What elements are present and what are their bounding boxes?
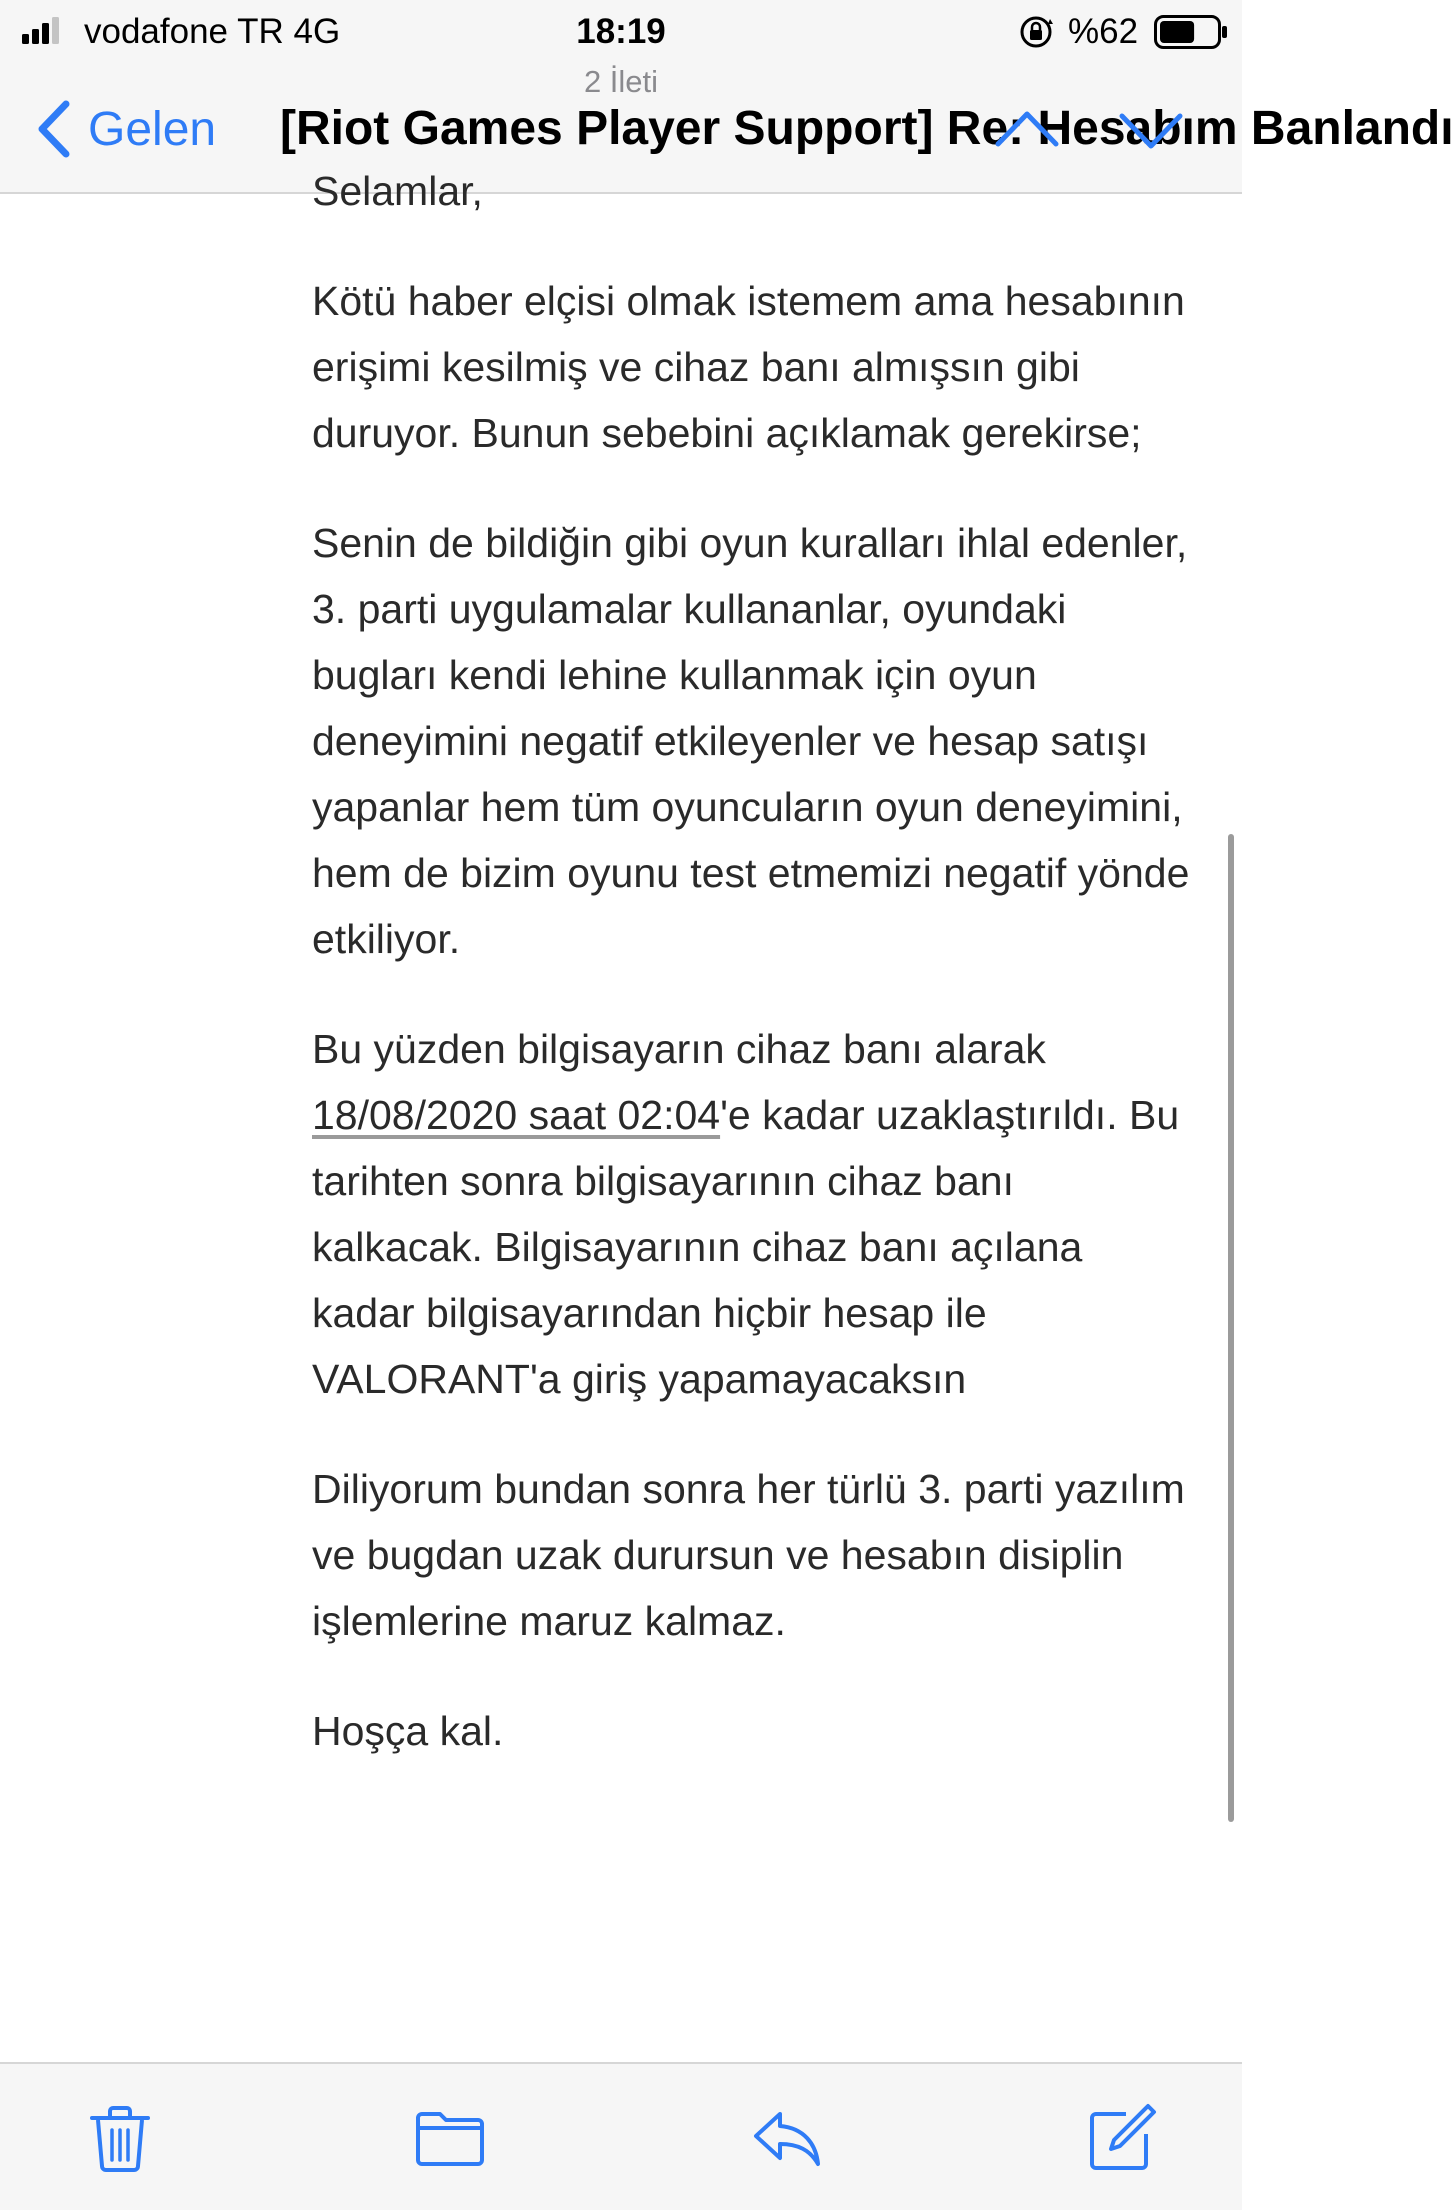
body-paragraph: Kötü haber elçisi olmak istemem ama hesabının erişimi kesilmiş ve cihaz banı almışsın gibi duruyor. Bunun sebebini açıklamak gerekirse;	[312, 278, 1185, 456]
message-count-label: 2 İleti	[583, 64, 659, 99]
reply-button[interactable]	[750, 2102, 822, 2174]
ban-end-date-link[interactable]: 18/08/2020 saat 02:04	[312, 1092, 721, 1138]
next-message-chevron-down-icon[interactable]	[1116, 100, 1186, 160]
body-paragraph: Senin de bildiğin gibi oyun kuralları ihlal edenler, 3. parti uygulamalar kullananlar, oyundaki bugları kendi lehine kullanmak için oyun deneyimini negatif etkileyenler ve hesap satışı yapanlar hem tüm oyuncuların oyun deneyimini, hem de bizim oyunu test etmemizi negatif yönde etkiliyor.	[312, 520, 1190, 962]
sign-off: Hoşça kal.	[312, 1708, 504, 1754]
battery-icon	[1154, 15, 1228, 49]
message-body	[312, 158, 1192, 1808]
ban-paragraph	[312, 1016, 1192, 1412]
body-paragraph: Diliyorum bundan sonra her türlü 3. parti yazılım ve bugdan uzak durursun ve hesabın disiplin işlemlerine maruz kalmaz.	[312, 1466, 1185, 1644]
compose-button[interactable]	[1086, 2102, 1158, 2174]
greeting: Selamlar,	[312, 168, 483, 214]
folder-icon	[414, 2102, 486, 2174]
move-to-folder-button[interactable]	[414, 2102, 486, 2174]
compose-icon	[1086, 2102, 1158, 2174]
back-to-inbox-button[interactable]	[34, 94, 216, 164]
bottom-toolbar	[0, 2062, 1242, 2210]
ban-text-before: Bu yüzden bilgisayarın cihaz banı alarak	[312, 1026, 1046, 1072]
message-body-scroll-area[interactable]	[0, 168, 1242, 2062]
previous-message-chevron-up-icon[interactable]	[992, 100, 1062, 160]
orientation-lock-icon	[1018, 14, 1054, 50]
trash-button[interactable]	[84, 2102, 156, 2174]
ban-text-after: 'e kadar uzaklaştırıldı. Bu tarihten sonra bilgisayarının cihaz banı kalkacak. Bilgisayarının cihaz banı açılana kadar bilgisayarından hiçbir hesap ile VALORANT'a giriş yapamayacaksın	[312, 1092, 1180, 1402]
back-button-label: Gelen	[88, 102, 217, 156]
battery-percent: %62	[1068, 12, 1139, 51]
chevron-left-icon	[34, 98, 74, 160]
status-bar	[0, 0, 1242, 64]
thread-subject: [Riot Games Player Support] Re: Hesabım Banlandı	[280, 102, 1454, 155]
carrier-label: vodafone TR 4G	[84, 12, 341, 51]
trash-icon	[84, 2102, 156, 2174]
scroll-indicator[interactable]	[1228, 834, 1234, 1822]
clock: 18:19	[576, 12, 666, 51]
reply-icon	[750, 2102, 822, 2174]
